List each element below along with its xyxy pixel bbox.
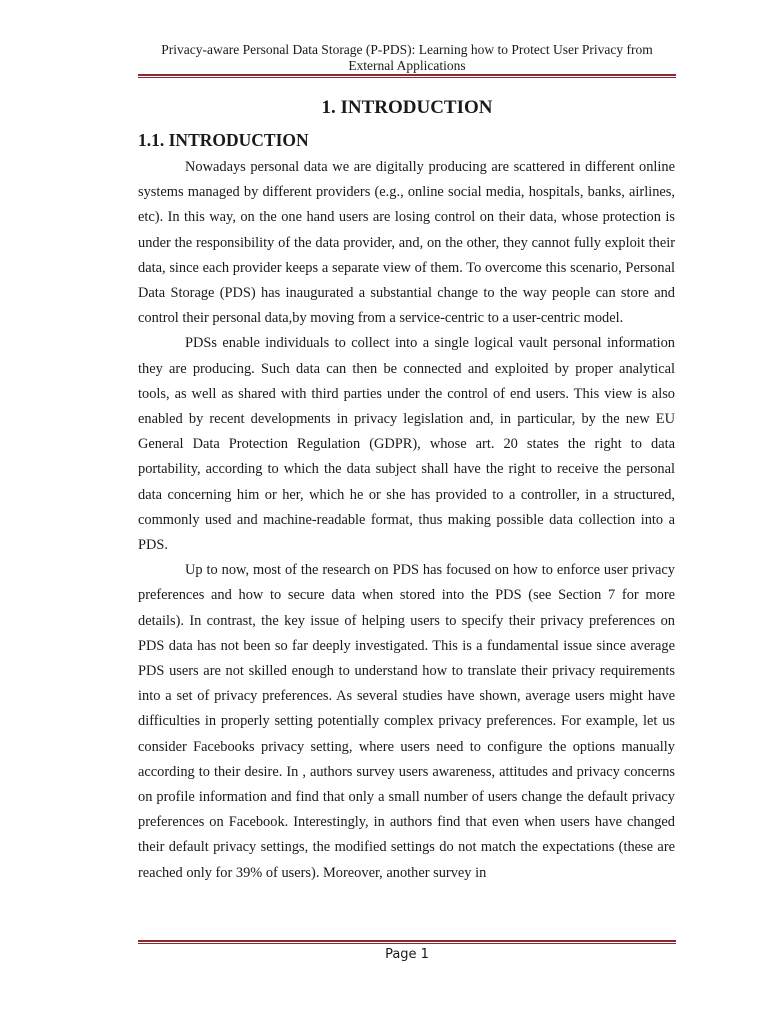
paragraph: PDSs enable individuals to collect into a single logical vault personal information they are producing. Such data can then be connected and exploited by proper analytical tools, as well as shared with third parties under the control of end users. This view is also enabled by recent developments in privacy legislation and, in particular, by the new EU General Data Protection Regulation (GDPR), whose art. 20 states the right to data portability, according to which the data subject shall have the right to receive the personal data concerning him or her, which he or she has provided to a controller, in a structured, commonly used and machine-readable format, thus making possible data collection into a PDS.	[138, 335, 675, 554]
running-header-line-1: Privacy-aware Personal Data Storage (P-PDS): Learning how to Protect User Privacy from	[161, 42, 653, 57]
chapter-title: 1. INTRODUCTION	[321, 97, 493, 118]
header-rule	[138, 74, 676, 78]
page-number: Page 1	[385, 947, 429, 962]
body-text	[138, 155, 675, 886]
running-header-line-2: External Applications	[348, 58, 466, 73]
section-title: 1.1. INTRODUCTION	[138, 130, 309, 150]
paragraph: Up to now, most of the research on PDS has focused on how to enforce user privacy preferences and how to secure data when stored into the PDS (see Section 7 for more details). In contrast, the key issue of helping users to specify their privacy preferences on PDS data has not been so far deeply investigated. This is a fundamental issue since average PDS users are not skilled enough to understand how to translate their privacy requirements into a set of privacy preferences. As several studies have shown, average users might have difficulties in properly setting potentially complex privacy preferences. For example, let us consider Facebooks privacy setting, where users need to configure the options manually according to their desire. In , authors survey users awareness, attitudes and privacy concerns on profile information and find that only a small number of users change the default privacy preferences on Facebook. Interestingly, in authors find that even when users have changed their default privacy settings, the modified settings do not match the expectations (these are reached only for 39% of users). Moreover, another survey in	[138, 562, 675, 881]
paragraph: Nowadays personal data we are digitally producing are scattered in different online systems managed by different providers (e.g., online social media, hospitals, banks, airlines, etc). In this way, on the one hand users are losing control on their data, whose protection is under the responsibility of the data provider, and, on the other, they cannot fully exploit their data, since each provider keeps a separate view of them. To overcome this scenario, Personal Data Storage (PDS) has inaugurated a substantial change to the way people can store and control their personal data,by moving from a service-centric to a user-centric model.	[138, 159, 675, 327]
running-header	[138, 42, 676, 74]
footer-rule	[138, 940, 676, 944]
